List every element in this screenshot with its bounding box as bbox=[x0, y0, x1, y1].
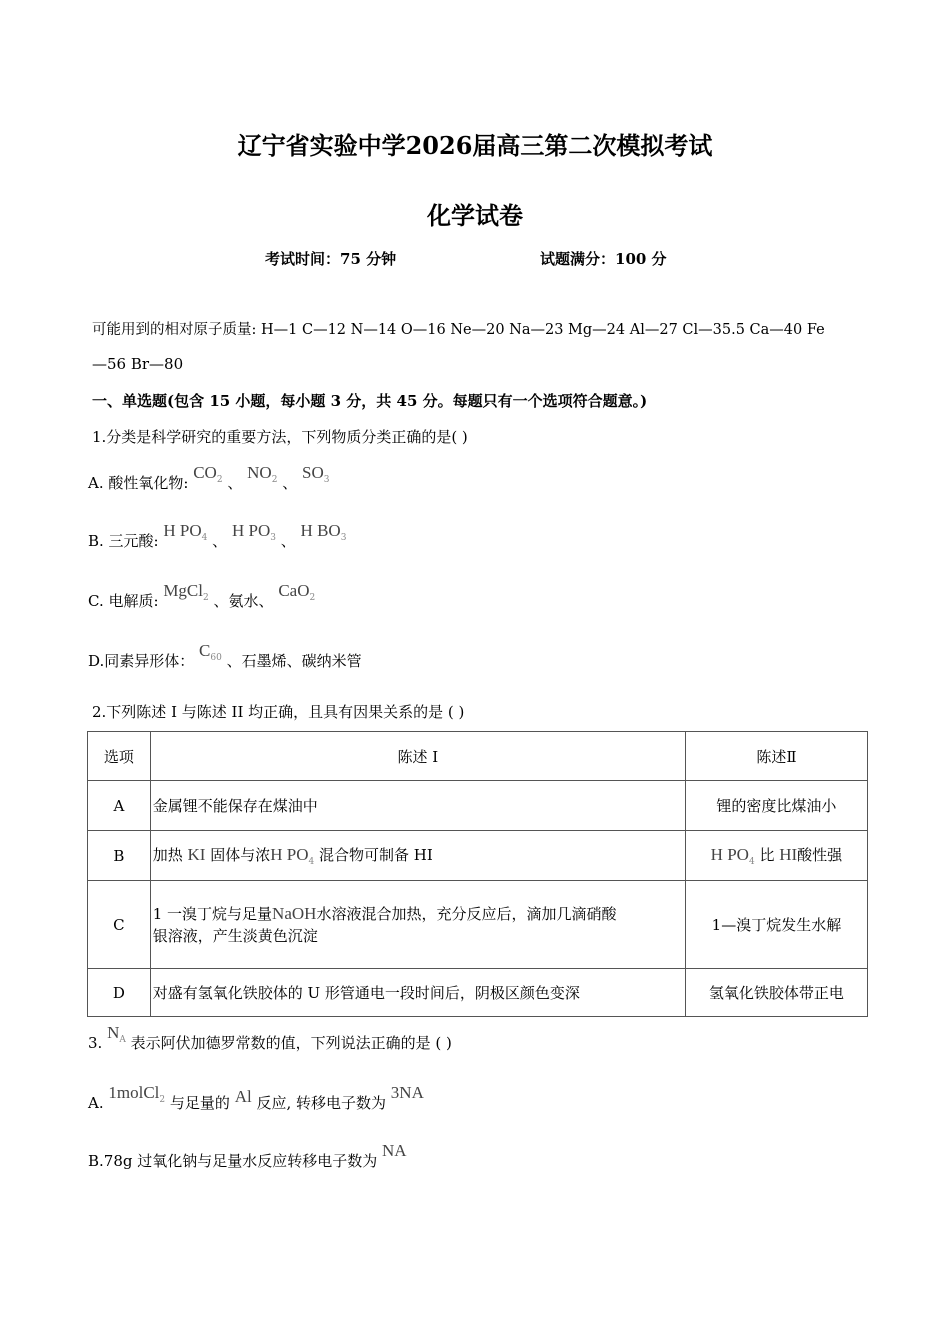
text: 混合物可制备 HI bbox=[314, 846, 433, 864]
formula-co2: CO bbox=[193, 463, 217, 482]
formula-na: N bbox=[107, 1023, 120, 1042]
table-row bbox=[88, 969, 868, 1017]
formula-h3po4: H PO bbox=[163, 521, 202, 540]
q1-option-a: A. 酸性氧化物: $CO_2$ 、 $NO_2$ 、 $SO_3$ bbox=[88, 463, 330, 492]
text: 酸性强 bbox=[797, 846, 843, 864]
q1-c-text: C. 电解质: bbox=[88, 592, 164, 610]
formula-no2: NO bbox=[247, 463, 272, 482]
formula-c60: C bbox=[199, 641, 211, 660]
q1-option-c: C. 电解质: MgCl$_2$ 、氨水、 CaO$_2$ bbox=[88, 581, 316, 610]
q1-d-text: D.同素异形体： bbox=[88, 652, 195, 670]
formula-h3po4: H PO bbox=[270, 845, 309, 864]
q1-d-rest: 、石墨烯、碳纳米管 bbox=[226, 652, 362, 670]
q3-b-text: B.78g 过氧化钠与足量水反应转移电子数为 bbox=[88, 1152, 378, 1170]
atomic-masses-line1: 可能用到的相对原子质量: H—1 C—12 N—14 O—16 Ne—20 Na—23 Mg—24 Al—27 Cl—35.5 Ca—40 Fe bbox=[92, 322, 825, 338]
atomic-masses-line2: —56 Br—80 bbox=[92, 355, 184, 373]
q3-a-mid: 与足量的 bbox=[169, 1094, 235, 1112]
header-statement-1: 陈述 I bbox=[150, 732, 685, 781]
exam-time: 考试时间：75 分钟 bbox=[265, 250, 397, 268]
q3-option-b bbox=[88, 1140, 407, 1170]
row-b-option: B bbox=[88, 831, 151, 881]
text: 固体与浓 bbox=[205, 846, 271, 864]
row-d-statement-1: 对盛有氢氧化铁胶体的 U 形管通电一段时间后，阴极区颜色变深 bbox=[150, 969, 685, 1017]
formula-naoh: NaOH bbox=[272, 903, 317, 923]
header-statement-2: 陈述Ⅱ bbox=[685, 732, 867, 781]
q1-option-d: D.同素异形体： $C_{60}$ 、石墨烯、碳纳米管 bbox=[88, 641, 362, 670]
text: 水溶液混合加热，充分反应后，滴加几滴硝酸 bbox=[316, 904, 617, 923]
formula-al: Al bbox=[234, 1087, 252, 1106]
q3-option-a: A. 1molCl$_2$ 与足量的 Al 反应, 转移电子数为 3NA bbox=[88, 1083, 424, 1112]
header-option: 选项 bbox=[88, 732, 151, 781]
text: 加热 bbox=[152, 846, 188, 864]
text: 比 bbox=[754, 846, 780, 864]
row-c-statement-2: 1—溴丁烷发生水解 bbox=[685, 881, 867, 969]
formula-hi: HI bbox=[779, 845, 798, 864]
row-b-statement-2: H $PO_4$ 比 HI酸性强 bbox=[685, 831, 867, 881]
table-header-row bbox=[88, 732, 868, 781]
row-a-option: A bbox=[88, 781, 151, 831]
formula-h3po4: H PO bbox=[710, 845, 749, 864]
q1-a-text: A. 酸性氧化物: bbox=[88, 474, 194, 492]
q3-stem: 3. $N_A$ 表示阿伏加德罗常数的值，下列说法正确的是 ( ) bbox=[88, 1023, 452, 1052]
separator: 、 bbox=[227, 474, 243, 492]
exam-full-score: 试题满分：100 分 bbox=[540, 250, 667, 268]
q3-stem-text: 表示阿伏加德罗常数的值，下列说法正确的是 ( ) bbox=[130, 1034, 452, 1052]
q1-stem: 1.分类是科学研究的重要方法，下列物质分类正确的是( ) bbox=[92, 428, 468, 446]
q3-a-mid2: 反应, 转移电子数为 bbox=[256, 1094, 387, 1112]
separator: 、 bbox=[282, 474, 298, 492]
formula-h3po3: H PO bbox=[231, 521, 271, 540]
q1-c-mid: 、氨水、 bbox=[213, 592, 274, 610]
row-b-statement-1: 加热 KI 固体与浓H $PO_4$ 混合物可制备 HI bbox=[150, 831, 685, 881]
q2-stem: 2.下列陈述 I 与陈述 II 均正确，且具有因果关系的是 ( ) bbox=[92, 703, 465, 721]
text: 银溶液，产生淡黄色沉淀 bbox=[152, 926, 318, 945]
table-row bbox=[88, 781, 868, 831]
exam-subtitle: 化学试卷 bbox=[427, 201, 523, 230]
q3-number: 3. bbox=[88, 1034, 108, 1052]
q1-option-b: B. 三元酸: H $PO_4$ 、 H $PO_3$ 、 H $BO_3$ bbox=[88, 521, 347, 550]
q2-table bbox=[87, 731, 868, 1017]
text: 1 一溴丁烷与足量 bbox=[152, 904, 273, 923]
formula-cao2: CaO bbox=[278, 581, 310, 600]
row-d-option: D bbox=[88, 969, 151, 1017]
separator: 、 bbox=[280, 532, 296, 550]
q3-a-text: A. bbox=[88, 1094, 109, 1112]
exam-title: 辽宁省实验中学2026届高三第二次模拟考试 bbox=[237, 131, 713, 160]
formula-so3: SO bbox=[302, 463, 324, 482]
formula-cl2: 1molCl bbox=[108, 1083, 160, 1102]
row-a-statement-1: 金属锂不能保存在煤油中 bbox=[150, 781, 685, 831]
formula-h3bo3: H BO bbox=[300, 521, 341, 540]
q1-b-text: B. 三元酸: bbox=[88, 532, 164, 550]
separator: 、 bbox=[212, 532, 228, 550]
table-row bbox=[88, 831, 868, 881]
row-c-statement-1 bbox=[150, 881, 685, 969]
formula-na-2: NA bbox=[382, 1141, 407, 1160]
row-a-statement-2: 锂的密度比煤油小 bbox=[685, 781, 867, 831]
row-d-statement-2: 氢氧化铁胶体带正电 bbox=[685, 969, 867, 1017]
row-c-option: C bbox=[88, 881, 151, 969]
section-heading: 一、单选题(包含 15 小题，每小题 3 分，共 45 分。每题只有一个选项符合题意。) bbox=[92, 392, 648, 410]
formula-mgcl2: MgCl bbox=[163, 581, 203, 600]
formula-ki: KI bbox=[187, 845, 206, 864]
formula-3na: 3NA bbox=[390, 1083, 424, 1102]
table-row bbox=[88, 881, 868, 969]
